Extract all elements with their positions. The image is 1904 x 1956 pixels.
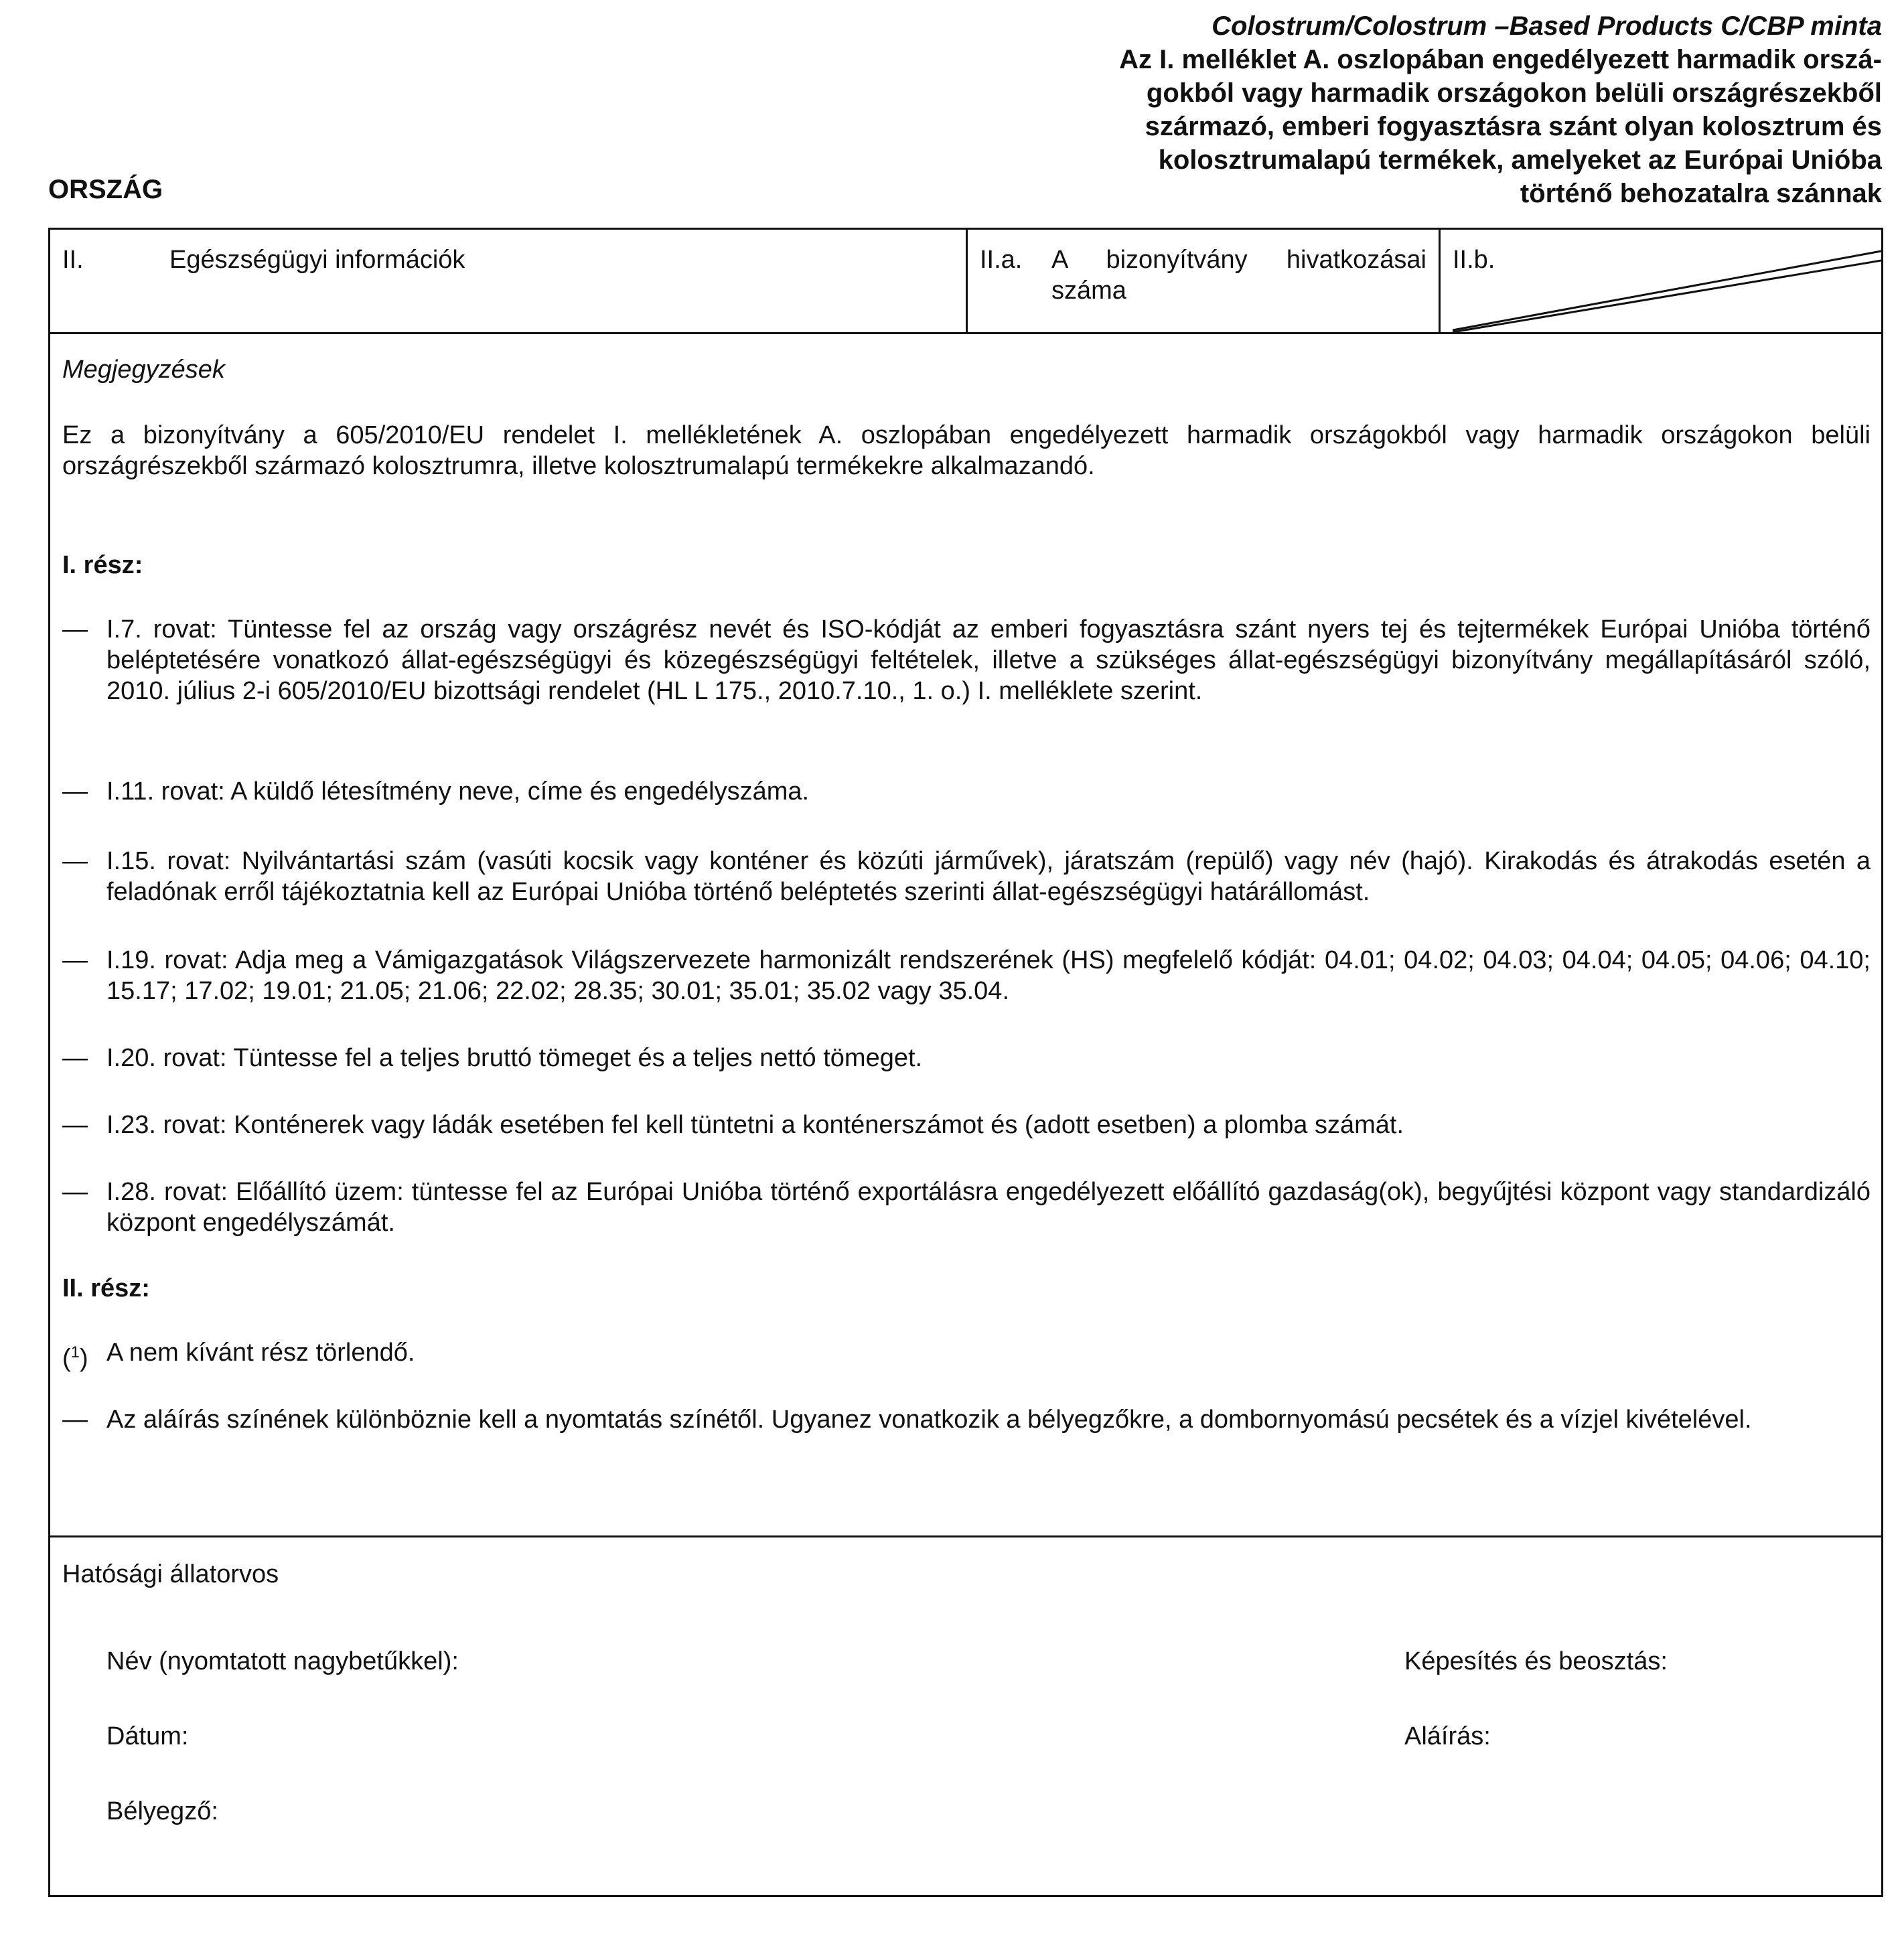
section-label: Egészségügyi információk	[169, 246, 465, 274]
health-info-cell	[50, 230, 968, 332]
iib-code: II.b.	[1453, 246, 1495, 274]
certificate-title-line: származó, emberi fogyasztásra szánt olyan kolosztrum és	[1145, 112, 1882, 141]
country-label: ORSZÁG	[48, 175, 163, 204]
reference-number-code: II.a.	[980, 246, 1023, 274]
date-field-label[interactable]: Dátum:	[106, 1722, 189, 1750]
part2-heading: II. rész:	[62, 1274, 150, 1302]
notes-section	[50, 334, 1881, 1537]
footnote-marker	[62, 1337, 88, 1374]
bullet-dash: —	[62, 1406, 88, 1434]
official-veterinarian-title: Hatósági állatorvos	[62, 1560, 279, 1588]
bullet-dash: —	[62, 615, 88, 644]
certificate-title	[1045, 9, 1882, 210]
certificate-title-line: kolosztrumalapú termékek, amelyeket az Európai Unióba	[1158, 145, 1882, 175]
reference-number-cell[interactable]	[968, 230, 1441, 332]
list-item: I.23. rovat: Konténerek vagy ládák esetében fel kell tüntetni a konténerszámot és (adott esetben) a plomba számát.	[106, 1111, 1404, 1139]
list-item: I.11. rovat: A küldő létesítmény neve, címe és engedélyszáma.	[106, 777, 810, 806]
list-item: I.20. rovat: Tüntesse fel a teljes bruttó tömeget és a teljes nettó tömeget.	[106, 1044, 923, 1072]
list-item: I.28. rovat: Előállító üzem: tüntesse fel az Európai Unióba történő exportálásra engedélyezett előállító gazdaság(ok), begyűjtési központ vagy standardizáló központ engedélyszámát.	[106, 1178, 1871, 1237]
footnote-text: A nem kívánt rész törlendő.	[106, 1339, 415, 1367]
qualification-field-label[interactable]: Képesítés és beosztás:	[1404, 1647, 1668, 1675]
bullet-dash: —	[62, 1178, 88, 1206]
list-item: Az aláírás színének különböznie kell a nyomtatás színétől. Ugyanez vonatkozik a bélyegzőkre, a dombornyomású pecsétek és a vízjel kivételével.	[106, 1406, 1752, 1434]
list-item: I.15. rovat: Nyilvántartási szám (vasúti kocsik vagy konténer és közúti járművek), járatszám (repülő) vagy név (hajó). Kirakodás és átrakodás esetén a feladónak erről tájékoztatnia kell az Európai Unióba történő beléptetés szerinti állat-egészségügyi határállomást.	[106, 847, 1871, 906]
bullet-dash: —	[62, 1111, 88, 1139]
diagonal-strike-lines	[1441, 230, 1881, 332]
certificate-title-line: Az I. melléklet A. oszlopában engedélyezett harmadik orszá-	[1119, 45, 1882, 74]
signature-field-label[interactable]: Aláírás:	[1404, 1722, 1491, 1750]
bullet-dash: —	[62, 847, 88, 875]
footnote-number: 1	[70, 1343, 80, 1361]
part1-heading: I. rész:	[62, 551, 143, 579]
list-item: I.7. rovat: Tüntesse fel az ország vagy országrész nevét és ISO-kódját az emberi fogyasztásra szánt nyers tej és tejtermékek Európai Unióba történő beléptetésére vonatkozó állat-egészségügyi és közegészségügyi feltételek, illetve a szükséges állat-egészségügyi bizonyítvány megállapításáról szóló, 2010. július 2-i 605/2010/EU bizottsági rendelet (HL L 175., 2010.7.10., 1. o.) I. melléklete szerint.	[106, 615, 1871, 705]
footnote-open-paren: (	[62, 1344, 71, 1373]
notes-intro: Ez a bizonyítvány a 605/2010/EU rendelet I. mellékletének A. oszlopában engedélyezett harmadik országokból vagy harmadik országokon belüli országrészekből származó kolosztrumra, illetve kolosztrumalapú termékekre alkalmazandó.	[62, 421, 1871, 480]
bullet-dash: —	[62, 946, 88, 974]
notes-title: Megjegyzések	[62, 356, 225, 384]
stamp-field-label[interactable]: Bélyegző:	[106, 1797, 218, 1825]
iib-cell	[1441, 230, 1881, 332]
bullet-dash: —	[62, 1044, 88, 1072]
section-header-row	[50, 230, 1881, 334]
certificate-title-line: történő behozatalra szánnak	[1520, 179, 1882, 208]
official-veterinarian-section	[50, 1537, 1881, 1895]
name-field-label[interactable]: Név (nyomtatott nagybetűkkel):	[106, 1647, 459, 1675]
certificate-title-line: gokból vagy harmadik országokon belüli országrészekből	[1146, 78, 1882, 108]
bullet-dash: —	[62, 777, 88, 806]
certificate-model-name: Colostrum/Colostrum –Based Products C/CBP minta	[1212, 11, 1882, 41]
list-item: I.19. rovat: Adja meg a Vámigazgatások Világszervezete harmonizált rendszerének (HS) megfelelő kódját: 04.01; 04.02; 04.03; 04.04; 04.05; 04.06; 04.10; 15.17; 17.02; 19.01; 21.05; 21.06; 22.02; 28.35; 30.01; 35.01; 35.02 vagy 35.04.	[106, 946, 1871, 1005]
section-number: II.	[62, 246, 84, 274]
reference-number-label: A bizonyítvány hivatkozásai száma	[1051, 246, 1426, 305]
footnote-close-paren: )	[80, 1344, 88, 1373]
certificate-frame	[48, 228, 1883, 1897]
